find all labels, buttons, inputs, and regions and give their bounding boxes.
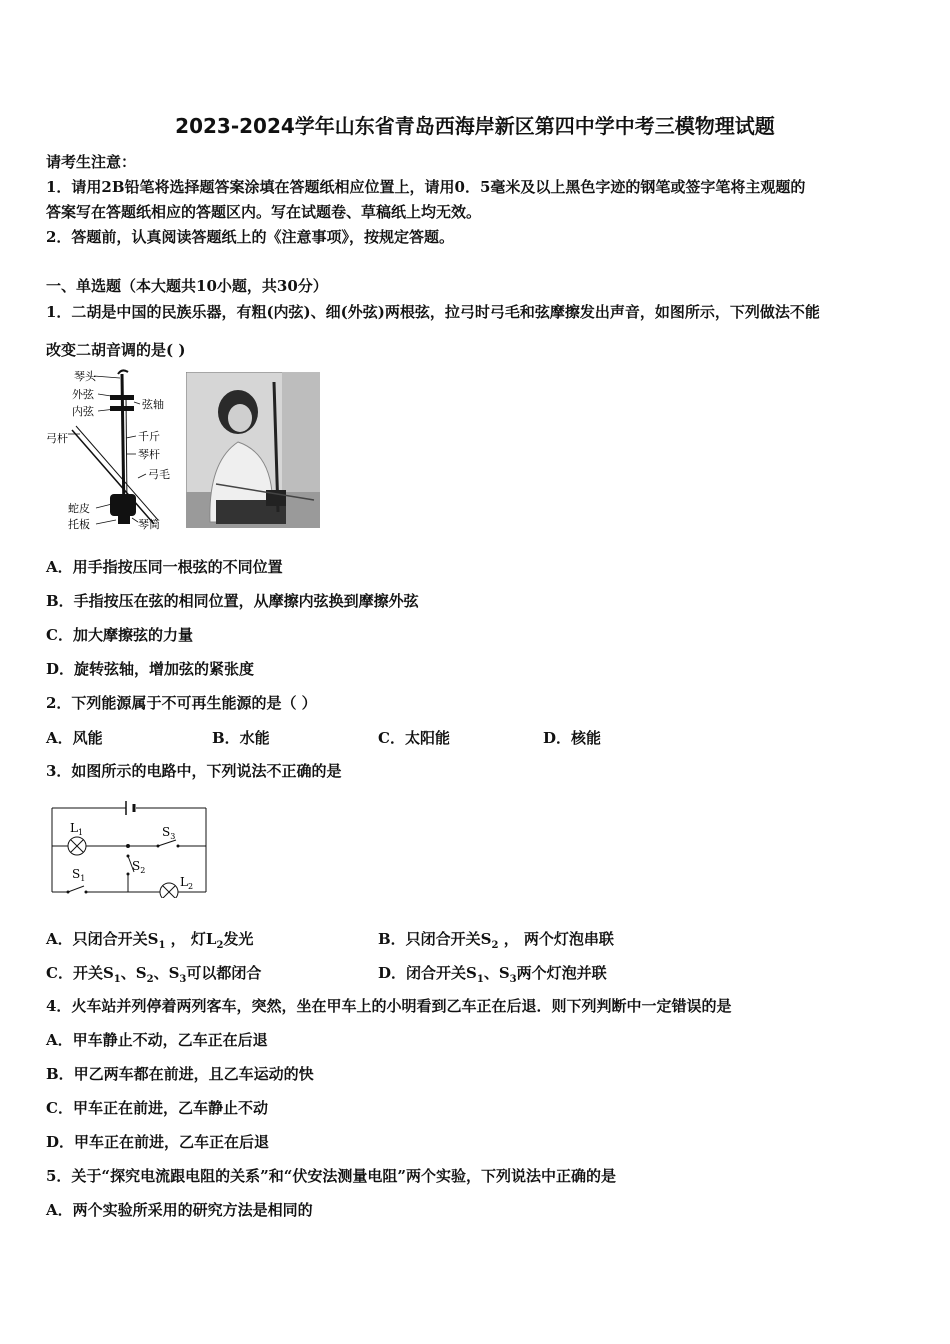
- notice-item-2: 2．答题前，认真阅读答题纸上的《注意事项》，按规定答题。: [46, 228, 454, 246]
- section-heading: 一、单选题（本大题共10小题，共30分）: [46, 277, 328, 295]
- q2-stem: 2．下列能源属于不可再生能源的是（ ）: [46, 694, 317, 712]
- label-L2: $L_2$: [180, 875, 194, 891]
- label-qintou: 琴头: [74, 370, 96, 383]
- label-neixian: 内弦: [72, 405, 94, 418]
- q3-stem: 3．如图所示的电路中，下列说法不正确的是: [46, 762, 342, 780]
- label-qingan: 琴杆: [138, 448, 160, 461]
- q4-option-c: C．甲车正在前进，乙车静止不动: [46, 1099, 268, 1117]
- label-S1: $S_1$: [72, 867, 86, 883]
- label-qintong: 琴筒: [138, 518, 160, 531]
- label-tuoban: 托板: [68, 518, 90, 531]
- q5-stem: 5．关于“探究电流跟电阻的关系”和“伏安法测量电阻”两个实验，下列说法中正确的是: [46, 1167, 616, 1185]
- erhu-player-photo: [186, 372, 320, 528]
- q2-option-c: C．太阳能: [378, 729, 450, 747]
- label-L1: $L_1$: [70, 821, 84, 837]
- notice-heading: 请考生注意：: [46, 153, 137, 171]
- erhu-diagram: [46, 366, 178, 534]
- q1-option-d: D．旋转弦轴，增加弦的紧张度: [46, 660, 255, 678]
- q3-option-b: B．只闭合开关$S_2$ ， 两个灯泡串联: [378, 930, 614, 951]
- label-S3: $S_3$: [162, 825, 176, 841]
- page-title: 2023-2024学年山东省青岛西海岸新区第四中学中考三模物理试题: [175, 114, 775, 138]
- q3-option-c: C．开关$S_1$、$S_2$、$S_3$可以都闭合: [46, 964, 262, 985]
- q1-stem: 1．二胡是中国的民族乐器，有粗(内弦)、细(外弦)两根弦，拉弓时弓毛和弦摩擦发出声音，如图所示，下列做法不能: [46, 303, 820, 321]
- notice-item-1: 1．请用2B铅笔将选择题答案涂填在答题纸相应位置上，请用0．5毫米及以上黑色字迹的钢笔或签字笔将主观题的: [46, 178, 806, 196]
- q4-option-a: A．甲车静止不动，乙车正在后退: [46, 1031, 268, 1049]
- circuit-diagram: [46, 794, 212, 898]
- label-qianjin: 千斤: [138, 430, 160, 443]
- q3-option-a: A．只闭合开关$S_1$ ， 灯$L_2$发光: [46, 930, 254, 951]
- q2-option-d: D．核能: [543, 729, 602, 747]
- label-S2: $S_2$: [132, 859, 146, 875]
- q5-option-a: A．两个实验所采用的研究方法是相同的: [46, 1201, 313, 1219]
- q1-option-b: B．手指按压在弦的相同位置，从摩擦内弦换到摩擦外弦: [46, 592, 419, 610]
- label-shepi: 蛇皮: [68, 502, 90, 515]
- label-waixian: 外弦: [72, 388, 94, 401]
- label-gongmao: 弓毛: [148, 468, 170, 481]
- q1-option-c: C．加大摩擦弦的力量: [46, 626, 193, 644]
- q4-option-b: B．甲乙两车都在前进，且乙车运动的快: [46, 1065, 314, 1083]
- notice-item-1-cont: 答案写在答题纸相应的答题区内。写在试题卷、草稿纸上均无效。: [46, 203, 482, 221]
- label-xianzhou: 弦轴: [142, 398, 164, 411]
- label-gonggan: 弓杆: [46, 432, 68, 445]
- q2-option-b: B．水能: [212, 729, 270, 747]
- q3-option-d: D．闭合开关$S_1$、$S_3$两个灯泡并联: [378, 964, 607, 985]
- q1-stem-cont: 改变二胡音调的是( ): [46, 341, 186, 359]
- q4-stem: 4．火车站并列停着两列客车，突然，坐在甲车上的小明看到乙车正在后退．则下列判断中一定错误的是: [46, 997, 732, 1015]
- q1-option-a: A．用手指按压同一根弦的不同位置: [46, 558, 283, 576]
- q4-option-d: D．甲车正在前进，乙车正在后退: [46, 1133, 270, 1151]
- q2-option-a: A．风能: [46, 729, 103, 747]
